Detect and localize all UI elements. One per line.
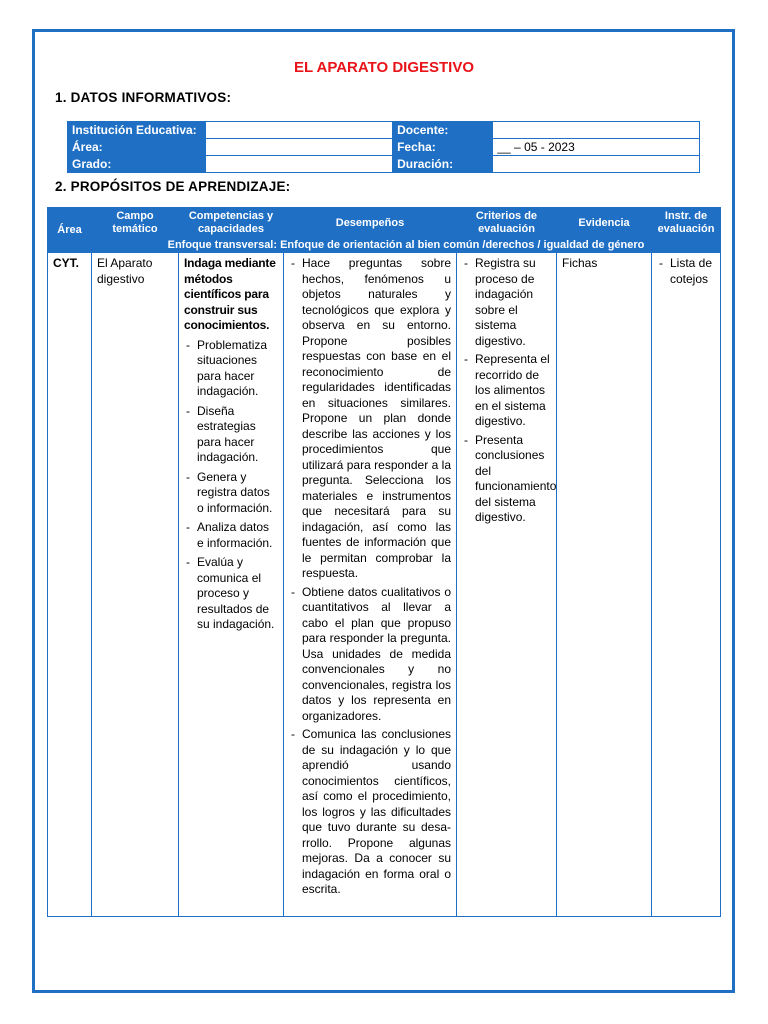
transversal-label: Enfoque transversal: bbox=[167, 239, 278, 251]
list-item: - Genera y registra datos o información. bbox=[184, 470, 278, 517]
duracion-value bbox=[493, 156, 700, 173]
section-heading-datos: 1. DATOS INFORMATIVOS: bbox=[55, 90, 232, 105]
fecha-value: __ – 05 - 2023 bbox=[493, 139, 700, 156]
list-item: - Analiza datos e información. bbox=[184, 520, 278, 551]
header-area: Área bbox=[48, 208, 92, 253]
instrumento-list bbox=[657, 256, 715, 287]
competencia-title: Indaga mediante métodos científicos para construir sus conocimientos. bbox=[184, 256, 276, 332]
list-item: - Lista de cotejos bbox=[657, 256, 715, 287]
row-campo: El Aparato digestivo bbox=[92, 253, 179, 917]
header-criterios: Criterios de evaluación bbox=[457, 208, 557, 239]
transversal-row bbox=[48, 239, 721, 253]
header-competencias: Competencias y capacidades bbox=[179, 208, 284, 239]
header-instrumento: Instr. de evaluación bbox=[652, 208, 721, 239]
docente-value bbox=[493, 122, 700, 139]
list-item: - Obtiene datos cualitativos o cuantitativos al llevar a cabo el plan que propuso para responder la pregunta. Usa unidades de medida convencionales y no convencionales, registra los datos y los representa en organizadores. bbox=[289, 585, 451, 725]
row-instrumento bbox=[652, 253, 721, 917]
row-area: CYT. bbox=[48, 253, 92, 917]
list-item: - Representa el recorrido de los alimentos en el sistema digestivo. bbox=[462, 352, 551, 430]
duracion-label: Duración: bbox=[393, 156, 493, 173]
institucion-label: Institución Educativa: bbox=[68, 122, 206, 139]
header-campo: Campo temático bbox=[92, 208, 179, 239]
info-row-2 bbox=[68, 139, 700, 156]
list-item: - Registra su proceso de indagación sobre el sistema digestivo. bbox=[462, 256, 551, 349]
row-criterios bbox=[457, 253, 557, 917]
row-desempenos bbox=[284, 253, 457, 917]
learning-table bbox=[47, 207, 721, 917]
list-item: - Presenta conclusiones del funcionamiento del sistema digestivo. bbox=[462, 433, 551, 526]
area-label: Área: bbox=[68, 139, 206, 156]
grado-value bbox=[205, 156, 392, 173]
list-item: - Hace preguntas sobre hechos, fenómenos u objetos naturales y tecnológicos que explora y observa en su entorno. Propone posibles respuestas con base en el reconocimiento de regularidades identificadas en situaciones similares. Propone un plan donde describe las acciones y los procedimientos que utilizará para responder a la pregunta. Selecciona los materiales e instrumentos que necesitará para su indagación, así como las fuentes de información que le permitan comprobar la respuesta. bbox=[289, 256, 451, 582]
docente-label: Docente: bbox=[393, 122, 493, 139]
fecha-label: Fecha: bbox=[393, 139, 493, 156]
list-item: - Evalúa y comunica el proceso y resultados de su indagación. bbox=[184, 555, 278, 633]
header-evidencia: Evidencia bbox=[557, 208, 652, 239]
desempenos-list bbox=[289, 256, 451, 898]
capacidades-list bbox=[184, 338, 278, 633]
section-heading-propositos: 2. PROPÓSITOS DE APRENDIZAJE: bbox=[55, 179, 291, 194]
table-header-row bbox=[48, 208, 721, 239]
row-evidencia: Fichas bbox=[557, 253, 652, 917]
info-table bbox=[67, 121, 700, 173]
document-title: EL APARATO DIGESTIVO bbox=[293, 59, 475, 76]
criterios-list bbox=[462, 256, 557, 526]
list-item: - Diseña estrategias para hacer indagación. bbox=[184, 404, 278, 466]
list-item: - Problematiza situaciones para hacer indagación. bbox=[184, 338, 278, 400]
list-item: - Comunica las conclusiones de su indagación y lo que aprendió usando conocimientos científicos, así como el procedimiento, los logros y las dificultades que tuvo durante su desa-rrollo. Propone algunas mejoras. Da a conocer su indagación en forma oral o escrita. bbox=[289, 727, 451, 898]
transversal-text: Enfoque de orientación al bien común /derechos / igualdad de género bbox=[280, 239, 645, 251]
grado-label: Grado: bbox=[68, 156, 206, 173]
info-row-1 bbox=[68, 122, 700, 139]
area-value bbox=[205, 139, 392, 156]
row-competencias bbox=[179, 253, 284, 917]
header-desempenos: Desempeños bbox=[284, 208, 457, 239]
transversal-cell bbox=[92, 239, 721, 253]
info-row-3 bbox=[68, 156, 700, 173]
institucion-value bbox=[205, 122, 392, 139]
table-row bbox=[48, 253, 721, 917]
